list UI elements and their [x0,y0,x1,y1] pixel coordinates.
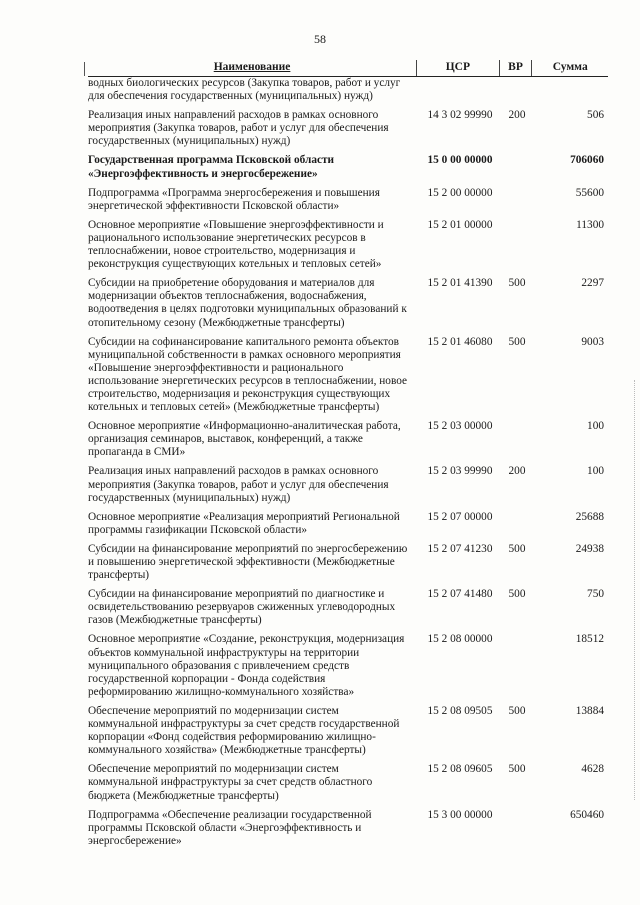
row-vr [502,187,532,213]
row-vr: 500 [508,704,526,717]
row-csr: 15 2 01 41390 [427,277,493,290]
row-csr: 15 2 03 00000 [427,420,493,433]
row-vr [502,511,532,537]
row-sum: 11300 [576,218,604,231]
row-name: Субсидии на приобретение оборудования и материалов для модернизации объектов теплоснабжения, водоснабжения, водоотведения в целях подготовки муниципальных образований к отопительному сезону (Межбюджетные трансферты) [88,277,407,329]
page-number: 58 [314,32,326,46]
row-sum: 100 [587,465,604,478]
table-row [88,277,608,329]
row-sum [532,77,608,103]
row-sum: 706060 [570,154,604,167]
row-sum: 2297 [581,277,604,290]
table-body [88,77,608,848]
table-row [88,763,608,802]
row-name: Государственная программа Псковской области «Энергоэффективность и энергосбережение» [88,154,335,180]
row-name: Основное мероприятие «Повышение энергоэффективности и рационального использование энергетических ресурсов в теплоснабжении, новое строительство, модернизация и реконструкция существующих котельных и тепловых сетей» [88,218,384,271]
row-name: Реализация иных направлений расходов в рамках основного мероприятия (Закупка товаров, работ и услуг для обеспечения государственных (муниципальных) нужд) [88,109,389,148]
row-sum: 25688 [575,510,604,523]
budget-table [88,60,608,848]
row-csr: 15 2 00 00000 [427,186,493,199]
scan-edge-artifact [634,380,636,800]
table-row [88,809,608,848]
header-csr: ЦСР [416,60,499,76]
row-name: Обеспечение мероприятий по модернизации систем коммунальной инфраструктуры за счет средств государственной корпорации «Фонд содействия реформированию жилищно-коммунального хозяйства» (Межбюджетные трансферты) [88,704,400,757]
row-sum: 55600 [575,186,604,199]
row-sum: 18512 [575,633,604,646]
table-row [88,633,608,698]
row-name: Основное мероприятие «Реализация мероприятий Региональной программы газификации Псковской области» [88,510,400,536]
table-row [88,705,608,757]
row-sum: 750 [587,588,604,601]
row-vr: 500 [508,763,526,776]
row-vr [502,633,532,698]
table-row [88,465,608,504]
row-csr: 14 3 02 99990 [427,109,493,122]
header-vr: ВР [499,60,532,76]
row-sum: 9003 [581,335,604,348]
row-name: Подпрограмма «Программа энергосбережения и повышения энергетической эффективности Псковской области» [88,186,380,212]
row-sum: 24938 [575,542,604,555]
row-csr: 15 2 07 41230 [427,542,493,555]
row-sum: 13884 [575,704,604,717]
row-csr: 15 2 08 09505 [427,704,493,717]
row-name: Субсидии на финансирование мероприятий по энергосбережению и повышению энергетической эффективности (Межбюджетные трансферты) [88,542,408,582]
row-vr: 200 [508,109,526,122]
table-row [88,588,608,627]
row-vr: 500 [508,588,526,601]
row-csr: 15 2 01 46080 [427,335,493,348]
row-sum: 650460 [570,808,604,821]
row-csr: 15 0 00 00000 [427,154,493,167]
row-name: водных биологических ресурсов (Закупка товаров, работ и услуг для обеспечения государственных (муниципальных) нужд) [88,77,401,103]
header-name: Наименование [213,61,291,73]
row-vr: 500 [508,277,526,290]
table-row [88,109,608,148]
row-sum: 4628 [581,763,604,776]
row-name: Субсидии на финансирование мероприятий по диагностике и освидетельствованию резервуаров сжиженных углеводородных газов (Межбюджетные трансферты) [88,588,396,627]
row-vr [502,809,532,848]
table-row [88,219,608,271]
row-name: Реализация иных направлений расходов в рамках основного мероприятия (Закупка товаров, работ и услуг для обеспечения государственных (муниципальных) нужд) [88,465,389,504]
row-csr: 15 2 08 09605 [427,763,493,776]
row-csr: 15 2 08 00000 [427,633,493,646]
left-edge-mark [84,62,87,76]
table-row [88,154,608,180]
row-name: Подпрограмма «Обеспечение реализации государственной программы Псковской области «Энергоэффективность и энергосбережение» [88,808,372,847]
table-header [88,60,608,77]
table-row [88,543,608,582]
row-sum: 506 [587,109,604,122]
table-row [88,77,608,103]
row-csr [418,77,502,103]
row-vr [502,420,532,459]
row-name: Основное мероприятие «Создание, реконструкция, модернизация объектов коммунальной инфраструктуры на территории муниципального образования с привлечением средств государственной корпорации - Фонда содействия реформированию жилищно-коммунального хозяйства» [88,633,405,698]
row-csr: 15 2 07 41480 [427,588,493,601]
table-row [88,187,608,213]
row-vr [502,77,532,103]
header-sum: Сумма [531,60,608,76]
row-name: Субсидии на софинансирование капитального ремонта объектов муниципальной собственности в рамках основного мероприятия «Повышение энергоэффективности и рационального использование энергетических ресурсов в теплоснабжении, новое строительство, модернизация и реконструкция существующих котельных и тепловых сетей» (Межбюджетные трансферты) [88,335,407,414]
row-vr [502,219,532,271]
row-name: Основное мероприятие «Информационно-аналитическая работа, организация семинаров, выставок, конференций, а также пропаганда в СМИ» [88,420,401,459]
table-row [88,511,608,537]
row-csr: 15 2 01 00000 [427,218,493,231]
row-vr [502,154,532,180]
row-name: Обеспечение мероприятий по модернизации систем коммунальной инфраструктуры за счет средств областного бюджета (Межбюджетные трансферты) [88,763,373,802]
row-vr: 500 [508,542,526,555]
table-row [88,336,608,415]
row-vr: 200 [508,465,526,478]
row-vr: 500 [508,335,526,348]
row-csr: 15 2 03 99990 [427,465,493,478]
table-row [88,420,608,459]
row-csr: 15 2 07 00000 [427,510,493,523]
row-csr: 15 3 00 00000 [427,808,493,821]
row-sum: 100 [587,420,604,433]
